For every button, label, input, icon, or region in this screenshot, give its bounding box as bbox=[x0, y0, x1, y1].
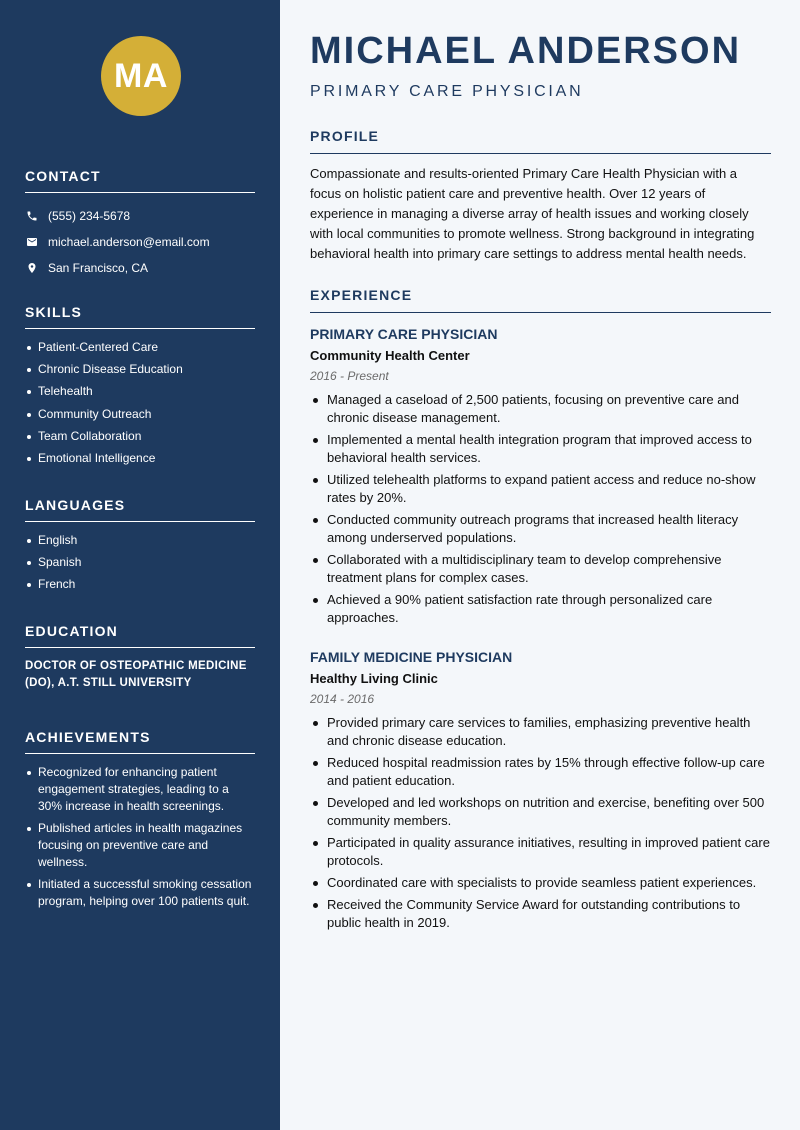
job-bullet: Managed a caseload of 2,500 patients, focusing on preventive care and chronic disease management. bbox=[310, 391, 771, 427]
languages-heading: LANGUAGES bbox=[25, 497, 255, 522]
experience-section bbox=[310, 287, 771, 313]
skills-list bbox=[25, 339, 255, 467]
contact-email-text: michael.anderson@email.com bbox=[48, 235, 210, 249]
contact-email bbox=[25, 229, 255, 255]
job-bullets bbox=[310, 391, 771, 627]
language-item: English bbox=[25, 532, 255, 549]
candidate-name: MICHAEL ANDERSON bbox=[310, 30, 742, 72]
profile-text: Compassionate and results-oriented Primary Care Health Physician with a focus on holistic patient care and preventive health. Over 12 years of experience in managing a diverse array of health issues and working closely with local communities to promote wellness. Strong background in integrating behavioral health into primary care settings to address mental health needs. bbox=[310, 166, 755, 261]
contact-heading: CONTACT bbox=[25, 168, 255, 193]
contact-section bbox=[25, 168, 255, 281]
job-entry bbox=[310, 649, 771, 936]
contact-location-text: San Francisco, CA bbox=[48, 261, 149, 275]
location-pin-icon bbox=[25, 261, 39, 275]
avatar: MA bbox=[101, 36, 181, 116]
languages-section bbox=[25, 497, 255, 599]
education-degree bbox=[25, 658, 255, 692]
job-bullet: Developed and led workshops on nutrition and exercise, benefiting over 500 community members. bbox=[310, 794, 771, 830]
job-dates: 2014 - 2016 bbox=[310, 692, 375, 706]
skill-item: Community Outreach bbox=[25, 406, 255, 423]
phone-icon bbox=[25, 209, 39, 223]
contact-location bbox=[25, 255, 255, 281]
experience-heading: EXPERIENCE bbox=[310, 287, 771, 313]
skills-heading: SKILLS bbox=[25, 304, 255, 329]
languages-list bbox=[25, 532, 255, 593]
contact-phone bbox=[25, 203, 255, 229]
job-company: Community Health Center bbox=[310, 348, 470, 363]
education-degree-line1: DOCTOR OF OSTEOPATHIC MEDICINE bbox=[25, 660, 247, 672]
education-section bbox=[25, 623, 255, 692]
skill-item: Telehealth bbox=[25, 383, 255, 400]
achievements-section bbox=[25, 729, 255, 915]
job-bullet: Reduced hospital readmission rates by 15% through effective follow-up care and patient education. bbox=[310, 754, 771, 790]
skill-item: Patient-Centered Care bbox=[25, 339, 255, 356]
email-icon bbox=[25, 235, 39, 249]
job-bullet: Utilized telehealth platforms to expand patient access and reduce no-show rates by 20%. bbox=[310, 471, 771, 507]
profile-heading: PROFILE bbox=[310, 128, 771, 154]
skill-item: Emotional Intelligence bbox=[25, 450, 255, 467]
job-company: Healthy Living Clinic bbox=[310, 671, 438, 686]
achievement-item: Published articles in health magazines focusing on preventive care and wellness. bbox=[25, 820, 255, 871]
job-title: PRIMARY CARE PHYSICIAN bbox=[310, 326, 498, 342]
language-item: Spanish bbox=[25, 554, 255, 571]
education-degree-line2: (DO), A.T. STILL UNIVERSITY bbox=[25, 677, 192, 689]
job-dates: 2016 - Present bbox=[310, 369, 389, 383]
job-entry bbox=[310, 326, 771, 631]
candidate-title: PRIMARY CARE PHYSICIAN bbox=[310, 83, 584, 100]
language-item: French bbox=[25, 576, 255, 593]
skills-section bbox=[25, 304, 255, 472]
job-bullet: Collaborated with a multidisciplinary team to develop comprehensive treatment plans for complex cases. bbox=[310, 551, 771, 587]
education-heading: EDUCATION bbox=[25, 623, 255, 648]
job-bullet: Received the Community Service Award for outstanding contributions to public health in 2019. bbox=[310, 896, 771, 932]
achievement-item: Recognized for enhancing patient engagement strategies, leading to a 30% increase in health screenings. bbox=[25, 764, 255, 815]
job-bullet: Achieved a 90% patient satisfaction rate through personalized care approaches. bbox=[310, 591, 771, 627]
job-bullet: Coordinated care with specialists to provide seamless patient experiences. bbox=[310, 874, 771, 892]
skill-item: Team Collaboration bbox=[25, 428, 255, 445]
achievements-list bbox=[25, 764, 255, 910]
job-bullet: Conducted community outreach programs that increased health literacy among underserved populations. bbox=[310, 511, 771, 547]
skill-item: Chronic Disease Education bbox=[25, 361, 255, 378]
achievement-item: Initiated a successful smoking cessation program, helping over 100 patients quit. bbox=[25, 876, 255, 910]
job-bullet: Implemented a mental health integration program that improved access to behavioral health services. bbox=[310, 431, 771, 467]
job-bullets bbox=[310, 714, 771, 932]
job-bullet: Provided primary care services to families, emphasizing preventive health and chronic disease education. bbox=[310, 714, 771, 750]
sidebar bbox=[0, 0, 280, 1130]
job-title: FAMILY MEDICINE PHYSICIAN bbox=[310, 649, 513, 665]
achievements-heading: ACHIEVEMENTS bbox=[25, 729, 255, 754]
job-bullet: Participated in quality assurance initiatives, resulting in improved patient care protocols. bbox=[310, 834, 771, 870]
profile-section bbox=[310, 128, 771, 264]
contact-phone-text: (555) 234-5678 bbox=[48, 209, 131, 223]
